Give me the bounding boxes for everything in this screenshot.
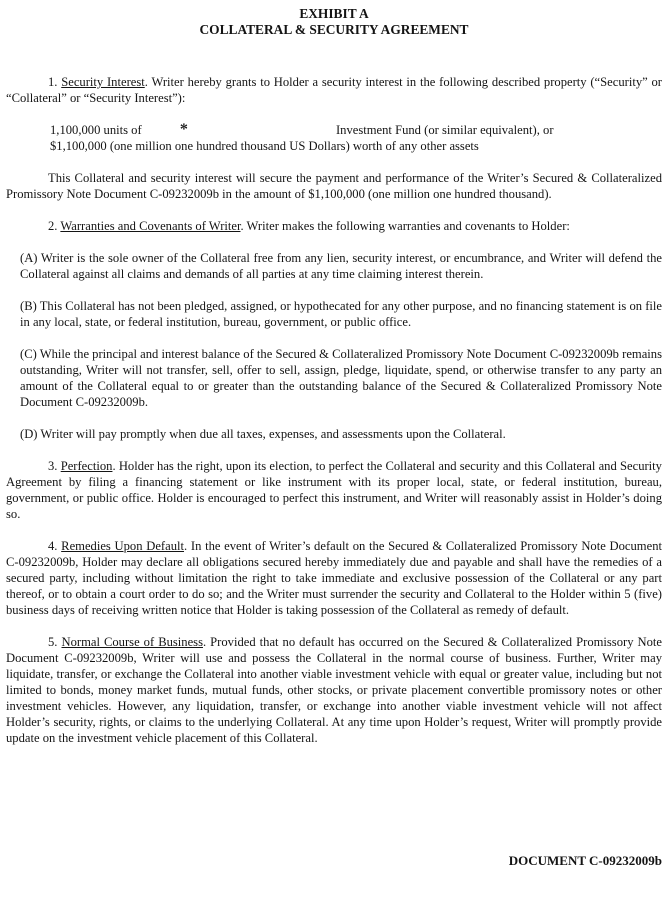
section-1-secure-paragraph: This Collateral and security interest will secure the payment and performance of the Writer’s Secured & Collateralized Promissory Note Document C-09232009b in the amount of $1,100,000 (one million one hundred thousand).	[6, 171, 662, 201]
warranty-c: (C) While the principal and interest balance of the Secured & Collateralized Promissory Note Document C-09232009b remains outstanding, Writer will not transfer, sell, offer to sell, assign, pledge, liquidate, spend, or otherwise transfer to any party an amount of the Collateral equal to or greater than the outstanding balance of the Secured & Collateralized Promissory Note Document C-09232009b.	[20, 347, 662, 409]
section-5-normal-course	[6, 634, 662, 746]
section-5-heading: Normal Course of Business	[61, 635, 203, 649]
section-3-heading: Perfection	[60, 459, 113, 473]
warranty-b: (B) This Collateral has not been pledged, assigned, or hypothecated for any other purpose, and no financing statement is on file in any local, state, or federal institution, bureau, government, or public office.	[20, 299, 662, 329]
section-2-heading: Warranties and Covenants of Writer	[60, 219, 241, 233]
section-2-number: 2.	[48, 219, 58, 233]
section-2-warranties	[6, 218, 662, 234]
document-title: COLLATERAL & SECURITY AGREEMENT	[199, 22, 469, 37]
warranty-a: (A) Writer is the sole owner of the Collateral free from any lien, security interest, or encumbrance, and Writer will defend the Collateral against all claims and demands of all parties at any time claiming interest therein.	[20, 251, 662, 281]
collateral-fund-text: Investment Fund (or similar equivalent), or	[335, 123, 554, 137]
section-1-number: 1.	[48, 75, 58, 89]
section-3-number: 3.	[48, 459, 58, 473]
section-3-text: . Holder has the right, upon its election, to perfect the Collateral and security and this Collateral and Security Agreement by filing a financing statement or like instrument with its proper local, state, or federal institution, bureau, government, or public office. Holder is encouraged to perfect this instrument, and Writer will reasonably assist in Holder’s doing so.	[6, 459, 662, 521]
collateral-units-line	[50, 122, 662, 138]
handwritten-asterisk-mark: *	[179, 121, 188, 138]
document-id-footer: DOCUMENT C-09232009b	[508, 853, 662, 868]
section-5-number: 5.	[48, 635, 58, 649]
section-1-heading: Security Interest	[61, 75, 145, 89]
section-1-text: . Writer hereby grants to Holder a security interest in the following described property (“Security” or “Collateral” or “Security Interest”):	[6, 75, 662, 105]
collateral-dollars-line: $1,100,000 (one million one hundred thousand US Dollars) worth of any other assets	[50, 139, 479, 153]
section-2-text: . Writer makes the following warranties and covenants to Holder:	[240, 219, 570, 233]
section-4-text: . In the event of Writer’s default on the Secured & Collateralized Promissory Note Document C-09232009b, Holder may declare all obligations secured hereby immediately due and payable and shall have the remedies of a secured party, including without limitation the right to take immediate and exclusive possession of the Collateral or any part thereof, or to obtain a court order to do so; and the Writer must surrender the security and Collateral to the Holder within 5 (five) business days of receiving written notice that Holder is taking possession of the Collateral as remedy of default.	[6, 539, 662, 617]
section-5-text: . Provided that no default has occurred on the Secured & Collateralized Promissory Note Document C-09232009b, Writer will use and possess the Collateral in the normal course of business. Further, Writer may liquidate, transfer, or exchange the Collateral into another viable investment vehicle with equal or greater value, including but not limited to bonds, money market funds, mutual funds, other stocks, or private placement convertible promissory notes or other investment vehicles. However, any liquidation, transfer, or exchange into another viable investment vehicle will not affect Holder’s security, rights, or claims to the underlying Collateral. At any time upon Holder’s request, Writer will promptly provide update on the investment vehicle placement of this Collateral.	[6, 635, 663, 745]
exhibit-label: EXHIBIT A	[299, 6, 369, 21]
section-4-heading: Remedies Upon Default	[61, 539, 185, 553]
section-1-security-interest	[6, 74, 662, 106]
collateral-units-text: 1,100,000 units of	[50, 123, 142, 137]
warranty-d: (D) Writer will pay promptly when due all taxes, expenses, and assessments upon the Collateral.	[20, 427, 506, 441]
section-4-number: 4.	[48, 539, 58, 553]
section-4-remedies	[6, 538, 662, 618]
section-3-perfection	[6, 458, 662, 522]
